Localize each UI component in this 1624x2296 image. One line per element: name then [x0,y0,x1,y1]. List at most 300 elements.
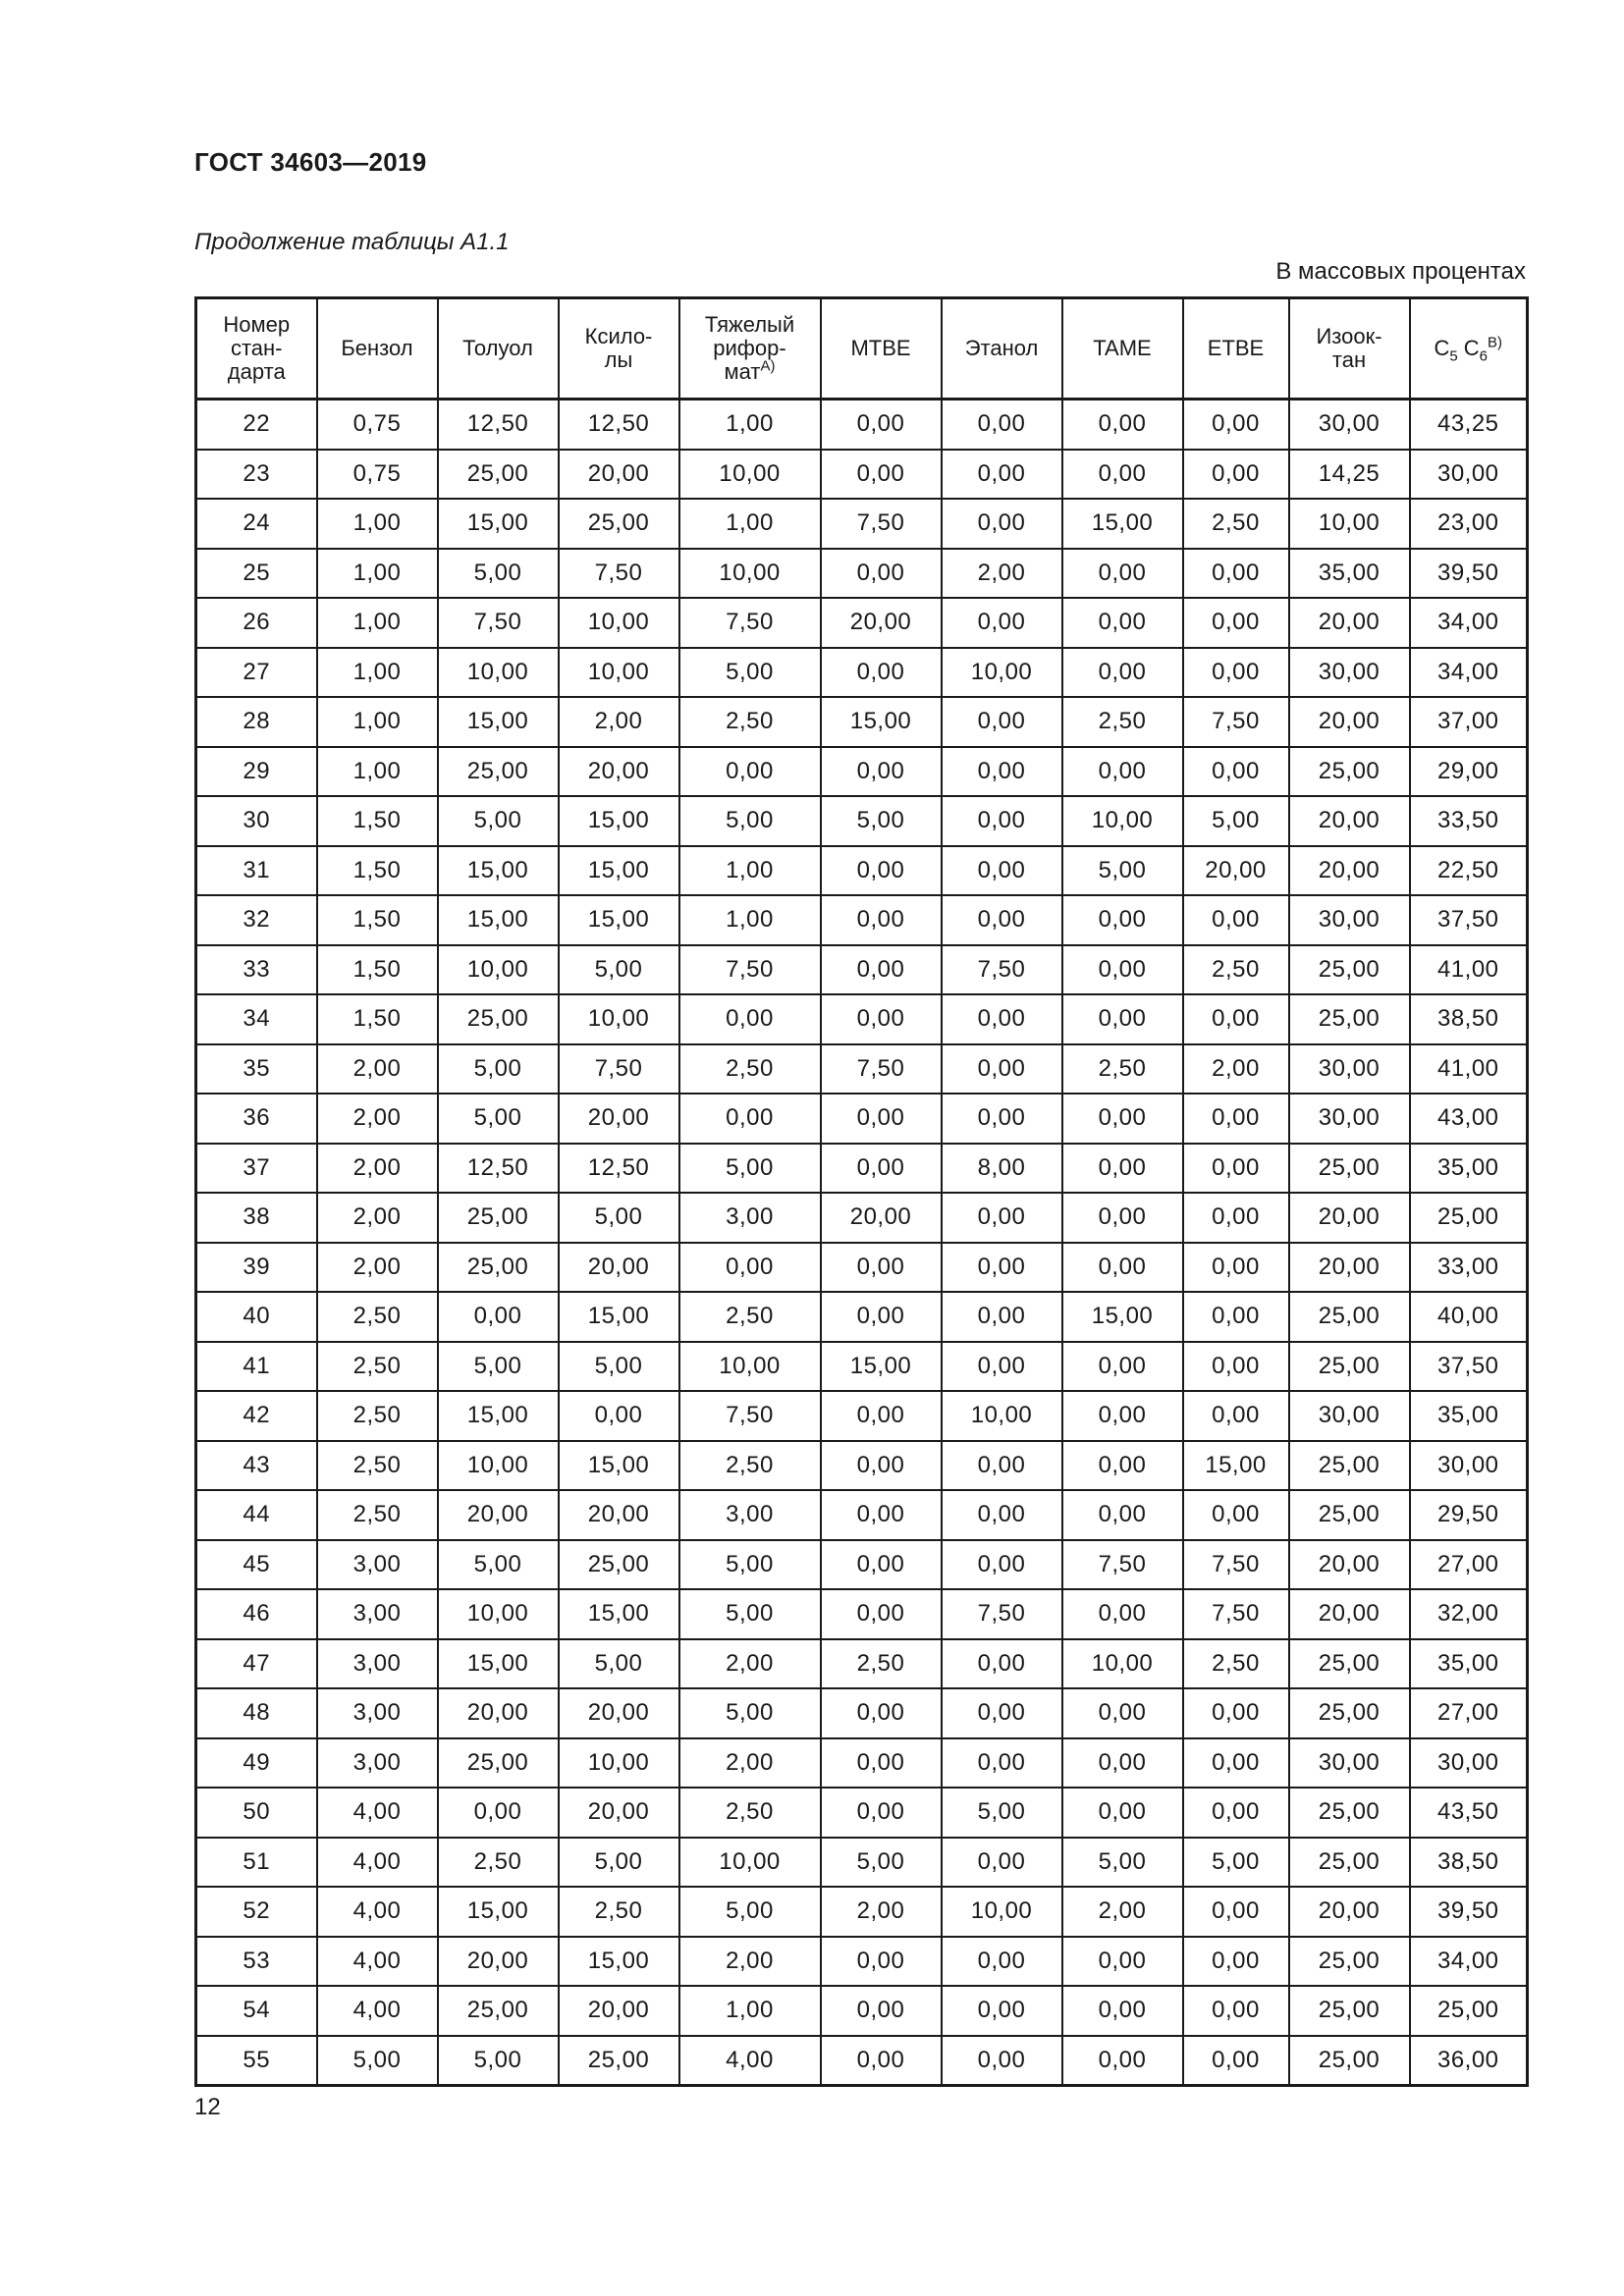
c5-symbol: C [1434,336,1450,360]
table-cell: 5,00 [942,1788,1062,1838]
table-cell: 2,00 [317,1094,438,1144]
header-line: Этанол [964,336,1039,360]
header-line: стан- [230,336,283,360]
table-cell: 2,50 [1062,1044,1183,1095]
col-header-heavy-reformate [679,298,821,400]
table-cell: 30,00 [1289,400,1410,450]
c6-symbol: C [1463,336,1480,360]
table-cell: 27,00 [1410,1540,1528,1590]
table-cell: 0,00 [1183,1094,1289,1144]
col-header-ethanol [942,298,1062,400]
table-cell: 0,00 [1183,1490,1289,1540]
table-cell: 25,00 [438,1193,559,1243]
table-cell: 25,00 [438,1738,559,1789]
table-cell: 0,00 [942,1540,1062,1590]
table-cell: 10,00 [438,1589,559,1639]
table-cell: 15,00 [821,1342,942,1392]
table-row [196,895,1528,945]
table-cell: 34,00 [1410,1937,1528,1987]
table-cell: 5,00 [679,1887,821,1937]
table-cell: 5,00 [559,1639,679,1689]
table-cell: 0,00 [1183,1144,1289,1194]
table-cell: 25,00 [1410,1986,1528,2036]
table-cell: 7,50 [821,499,942,549]
table-cell: 25,00 [1289,945,1410,995]
table-cell: 30,00 [1410,450,1528,500]
table-cell: 15,00 [559,846,679,896]
table-cell: 1,00 [679,1986,821,2036]
table-cell: 25,00 [559,2036,679,2086]
table-cell: 20,00 [559,1094,679,1144]
table-cell: 43,50 [1410,1788,1528,1838]
table-cell: 39,50 [1410,549,1528,599]
table-cell: 5,00 [1062,846,1183,896]
standard-number-cell: 44 [196,1490,317,1540]
table-row [196,1292,1528,1342]
standard-number-cell: 28 [196,697,317,747]
table-cell: 2,50 [317,1292,438,1342]
table-cell: 0,00 [1183,1788,1289,1838]
col-header-tame [1062,298,1183,400]
table-cell: 39,50 [1410,1887,1528,1937]
table-cell: 25,00 [1289,1342,1410,1392]
table-cell: 0,00 [821,1144,942,1194]
page-number: 12 [194,2094,221,2120]
standard-number-cell: 37 [196,1144,317,1194]
table-cell: 5,00 [821,1838,942,1888]
table-row [196,400,1528,450]
table-cell: 25,00 [1410,1193,1528,1243]
table-cell: 0,00 [821,895,942,945]
table-cell: 20,00 [559,1788,679,1838]
standard-number-cell: 33 [196,945,317,995]
table-cell: 10,00 [1062,796,1183,846]
table-cell: 20,00 [1289,796,1410,846]
table-cell: 0,00 [1183,549,1289,599]
table-cell: 2,50 [438,1838,559,1888]
standard-number-cell: 50 [196,1788,317,1838]
table-cell: 2,50 [679,1788,821,1838]
standard-number-cell: 26 [196,598,317,648]
table-cell: 14,25 [1289,450,1410,500]
table-cell: 5,00 [1183,1838,1289,1888]
table-row [196,1986,1528,2036]
table-cell: 10,00 [559,598,679,648]
table-cell: 0,00 [942,1838,1062,1888]
standard-number-cell: 30 [196,796,317,846]
table-cell: 7,50 [1062,1540,1183,1590]
col-header-standard-number [196,298,317,400]
table-cell: 0,00 [1183,1986,1289,2036]
table-cell: 15,00 [559,1937,679,1987]
table-cell: 0,00 [1183,1391,1289,1441]
table-cell: 0,00 [821,945,942,995]
table-cell: 5,00 [438,2036,559,2086]
table-cell: 0,00 [942,1243,1062,1293]
table-cell: 1,00 [317,697,438,747]
table-cell: 0,00 [1062,1490,1183,1540]
table-cell: 15,00 [559,1292,679,1342]
table-cell: 7,50 [942,945,1062,995]
table-cell: 30,00 [1410,1441,1528,1491]
table-cell: 4,00 [679,2036,821,2086]
standard-number-cell: 31 [196,846,317,896]
table-cell: 25,00 [559,1540,679,1590]
table-cell: 2,00 [821,1887,942,1937]
table-cell: 4,00 [317,1986,438,2036]
col-header-xylenes [559,298,679,400]
table-cell: 2,50 [559,1887,679,1937]
table-cell: 20,00 [559,1490,679,1540]
c5-subscript: 5 [1449,347,1458,365]
header-line: Толуол [462,336,533,360]
standard-number-cell: 52 [196,1887,317,1937]
table-cell: 5,00 [679,1540,821,1590]
table-cell: 0,00 [1062,1738,1183,1789]
table-cell: 15,00 [438,1391,559,1441]
table-cell: 20,00 [1289,1589,1410,1639]
table-cell: 10,00 [559,994,679,1044]
table-cell: 20,00 [559,450,679,500]
table-cell: 0,75 [317,450,438,500]
table-cell: 7,50 [559,1044,679,1095]
table-cell: 20,00 [821,598,942,648]
table-cell: 0,00 [942,2036,1062,2086]
table-cell: 15,00 [438,499,559,549]
header-line-text: мат [724,359,761,384]
col-header-toluene [438,298,559,400]
standard-number-cell: 51 [196,1838,317,1888]
table-cell: 0,00 [821,1986,942,2036]
table-cell: 12,50 [559,1144,679,1194]
table-cell: 0,00 [1183,1292,1289,1342]
table-cell: 1,00 [679,895,821,945]
table-cell: 0,00 [1062,945,1183,995]
table-cell: 0,00 [1062,1788,1183,1838]
table-cell: 7,50 [942,1589,1062,1639]
table-cell: 3,00 [679,1490,821,1540]
table-cell: 10,00 [942,648,1062,698]
table-cell: 30,00 [1289,1094,1410,1144]
table-cell: 38,50 [1410,994,1528,1044]
col-header-c5-c6 [1410,298,1528,400]
table-cell: 2,00 [317,1044,438,1095]
table-cell: 5,00 [559,1838,679,1888]
table-cell: 1,50 [317,846,438,896]
table-cell: 5,00 [679,1144,821,1194]
table-cell: 2,00 [942,549,1062,599]
table-cell: 2,50 [317,1391,438,1441]
table-row [196,1441,1528,1491]
standard-number-cell: 46 [196,1589,317,1639]
standard-number-cell: 23 [196,450,317,500]
table-cell: 2,50 [679,1441,821,1491]
table-cell: 8,00 [942,1144,1062,1194]
header-line: тан [1331,347,1367,372]
header-line: TAME [1093,336,1152,360]
table-cell: 25,00 [1289,1688,1410,1738]
table-cell: 0,00 [821,1688,942,1738]
table-cell: 2,50 [679,1044,821,1095]
table-cell: 0,00 [1062,400,1183,450]
standard-number-cell: 38 [196,1193,317,1243]
table-cell: 10,00 [559,648,679,698]
table-cell: 0,00 [942,1044,1062,1095]
table-cell: 0,00 [942,1937,1062,1987]
table-cell: 10,00 [438,648,559,698]
table-row [196,1144,1528,1194]
table-cell: 10,00 [438,1441,559,1491]
table-cell: 30,00 [1289,1738,1410,1789]
header-line: Номер [223,312,291,337]
table-cell: 1,00 [679,846,821,896]
table-cell: 15,00 [559,895,679,945]
table-cell: 15,00 [438,697,559,747]
table-cell: 0,00 [942,846,1062,896]
table-cell: 20,00 [559,1688,679,1738]
table-cell: 7,50 [679,945,821,995]
table-cell: 0,00 [821,1738,942,1789]
table-cell: 5,00 [1183,796,1289,846]
header-line: дарта [227,359,286,384]
table-cell: 2,00 [1062,1887,1183,1937]
table-cell: 2,50 [317,1342,438,1392]
table-cell: 0,00 [1062,450,1183,500]
table-cell: 2,50 [1183,945,1289,995]
table-cell: 7,50 [1183,1540,1289,1590]
table-cell: 20,00 [559,1986,679,2036]
table-caption: Продолжение таблицы А1.1 [194,229,510,255]
table-cell: 0,00 [821,400,942,450]
table-cell: 0,00 [1183,1937,1289,1987]
table-cell: 30,00 [1289,895,1410,945]
table-cell: 0,00 [942,1639,1062,1689]
standard-number-cell: 53 [196,1937,317,1987]
table-row [196,2036,1528,2086]
table-cell: 0,00 [1183,598,1289,648]
table-cell: 5,00 [821,796,942,846]
table-cell: 25,00 [1289,1292,1410,1342]
table-cell: 0,00 [1062,1144,1183,1194]
table-cell: 10,00 [942,1391,1062,1441]
table-row [196,1391,1528,1441]
table-row [196,697,1528,747]
standard-number-cell: 22 [196,400,317,450]
table-row [196,1788,1528,1838]
table-cell: 0,00 [1183,1193,1289,1243]
table-cell: 0,00 [1062,1589,1183,1639]
header-row [196,298,1528,400]
table-row [196,846,1528,896]
table-cell: 2,50 [1062,697,1183,747]
table-cell: 0,00 [1183,1342,1289,1392]
table-cell: 15,00 [559,1441,679,1491]
table-cell: 25,00 [1289,1144,1410,1194]
table-cell: 1,50 [317,895,438,945]
table-cell: 0,00 [1062,648,1183,698]
table-cell: 3,00 [317,1738,438,1789]
table-cell: 25,00 [438,994,559,1044]
standard-number-cell: 36 [196,1094,317,1144]
table-cell: 2,50 [1183,499,1289,549]
table-cell: 4,00 [317,1838,438,1888]
header-line: Изоок- [1316,324,1382,348]
table-cell: 0,00 [1183,648,1289,698]
table-cell: 5,00 [438,549,559,599]
table-cell: 20,00 [1289,1540,1410,1590]
table-cell: 2,50 [679,1292,821,1342]
table-cell: 3,00 [317,1639,438,1689]
table-row [196,549,1528,599]
standard-number-cell: 39 [196,1243,317,1293]
table-cell: 2,00 [559,697,679,747]
col-header-isooctane [1289,298,1410,400]
table-cell: 7,50 [679,598,821,648]
table-row [196,1243,1528,1293]
table-cell: 0,00 [1062,895,1183,945]
table-cell: 5,00 [679,796,821,846]
c6-subscript: 6 [1479,347,1488,365]
table-cell: 1,50 [317,796,438,846]
standard-number-cell: 55 [196,2036,317,2086]
table-cell: 5,00 [438,796,559,846]
table-cell: 38,50 [1410,1838,1528,1888]
table-cell: 0,00 [1062,1243,1183,1293]
table-cell: 0,00 [942,1292,1062,1342]
table-cell: 0,00 [1062,2036,1183,2086]
table-cell: 0,00 [1062,1391,1183,1441]
header-line: Ксило- [584,324,653,348]
table-row [196,1887,1528,1937]
standard-number-cell: 49 [196,1738,317,1789]
table-cell: 1,50 [317,994,438,1044]
table-cell: 1,50 [317,945,438,995]
table-cell: 0,00 [679,747,821,797]
table-cell: 0,00 [942,796,1062,846]
table-cell: 30,00 [1289,1044,1410,1095]
table-cell: 0,00 [821,1243,942,1293]
table-row [196,499,1528,549]
table-cell: 2,50 [317,1490,438,1540]
table-cell: 1,00 [679,400,821,450]
table-cell: 25,00 [1289,1441,1410,1491]
table-cell: 0,00 [1062,994,1183,1044]
table-cell: 15,00 [438,1639,559,1689]
table-cell: 10,00 [679,450,821,500]
table-cell: 0,00 [942,450,1062,500]
table-cell: 3,00 [679,1193,821,1243]
table-cell: 20,00 [1289,1243,1410,1293]
table-cell: 10,00 [679,1342,821,1392]
table-cell: 5,00 [559,1342,679,1392]
table-cell: 0,00 [1183,1688,1289,1738]
table-cell: 0,00 [1183,1887,1289,1937]
table-cell: 1,00 [317,549,438,599]
table-cell: 0,00 [942,1490,1062,1540]
table-cell: 25,00 [1289,1639,1410,1689]
standard-number-cell: 54 [196,1986,317,2036]
table-cell: 15,00 [559,796,679,846]
table-cell: 0,00 [438,1788,559,1838]
table-cell: 1,00 [679,499,821,549]
table-cell: 10,00 [1289,499,1410,549]
table-cell: 0,00 [942,1688,1062,1738]
table-cell: 15,00 [559,1589,679,1639]
table-row [196,1937,1528,1987]
table-cell: 20,00 [1289,697,1410,747]
table-cell: 0,00 [559,1391,679,1441]
footnote-marker: А) [760,357,776,375]
table-cell: 20,00 [438,1490,559,1540]
header-line: лы [604,347,633,372]
table-cell: 0,00 [942,994,1062,1044]
table-cell: 25,00 [1289,747,1410,797]
table-cell: 5,00 [438,1094,559,1144]
table-row [196,747,1528,797]
table-cell: 25,00 [438,1243,559,1293]
table-cell: 40,00 [1410,1292,1528,1342]
table-cell: 1,00 [317,598,438,648]
table-row [196,994,1528,1044]
table-row [196,598,1528,648]
footnote-marker: В) [1487,334,1502,351]
table-cell: 0,00 [1062,1986,1183,2036]
table-cell: 0,00 [942,1193,1062,1243]
table-body [196,400,1528,2086]
table-cell: 20,00 [821,1193,942,1243]
standard-number-cell: 48 [196,1688,317,1738]
table-cell: 0,00 [942,697,1062,747]
table-cell: 20,00 [1183,846,1289,896]
table-cell: 30,00 [1289,1391,1410,1441]
table-cell: 0,00 [1062,1094,1183,1144]
table-cell: 1,00 [317,747,438,797]
table-cell: 4,00 [317,1788,438,1838]
table-cell: 20,00 [1289,1887,1410,1937]
table-row [196,1639,1528,1689]
table-cell: 0,00 [942,895,1062,945]
table-cell: 30,00 [1410,1738,1528,1789]
table-cell: 5,00 [438,1342,559,1392]
table-cell: 23,00 [1410,499,1528,549]
table-cell: 20,00 [559,1243,679,1293]
table-cell: 12,50 [559,400,679,450]
table-cell: 29,00 [1410,747,1528,797]
table-cell: 25,00 [1289,994,1410,1044]
table-cell: 0,00 [821,994,942,1044]
table-cell: 0,00 [1062,549,1183,599]
table-cell: 10,00 [679,549,821,599]
table-cell: 4,00 [317,1887,438,1937]
table-cell: 20,00 [438,1937,559,1987]
table-cell: 41,00 [1410,1044,1528,1095]
table-cell: 20,00 [1289,846,1410,896]
table-cell: 0,00 [1183,1243,1289,1293]
table-cell: 7,50 [1183,1589,1289,1639]
table-cell: 0,00 [1062,1342,1183,1392]
table-row [196,1688,1528,1738]
table-cell: 25,00 [559,499,679,549]
table-cell: 0,00 [1183,994,1289,1044]
table-cell: 5,00 [559,1193,679,1243]
table-cell: 0,00 [821,1441,942,1491]
table-cell: 10,00 [438,945,559,995]
table-cell: 43,25 [1410,400,1528,450]
table-cell: 25,00 [1289,1986,1410,2036]
table-cell: 0,00 [1062,1193,1183,1243]
table-cell: 35,00 [1410,1639,1528,1689]
table-cell: 10,00 [1062,1639,1183,1689]
